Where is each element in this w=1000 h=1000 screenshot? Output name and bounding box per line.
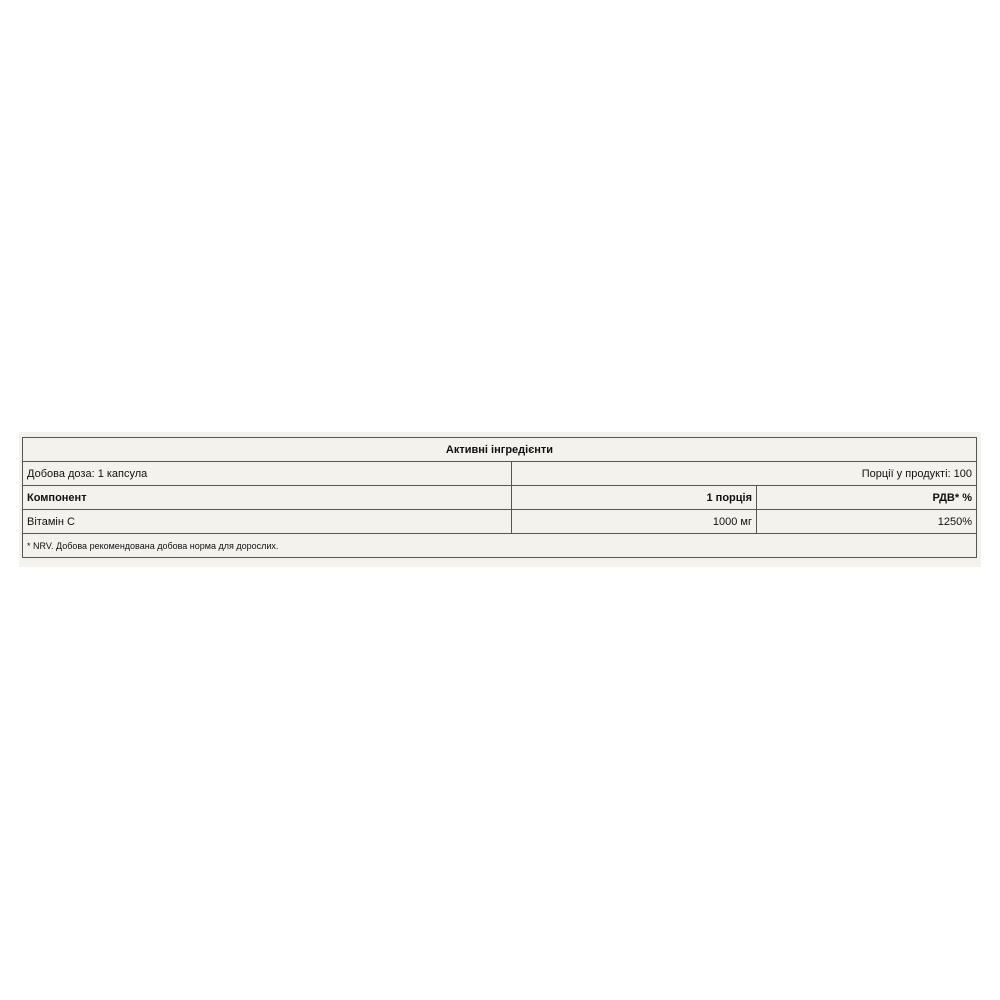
header-row — [23, 486, 977, 510]
title-row — [23, 438, 977, 462]
dose-row — [23, 462, 977, 486]
footnote-row — [23, 534, 977, 558]
header-per-serving: 1 порція — [512, 486, 757, 510]
ingredient-rdv: 1250% — [757, 510, 977, 534]
daily-dose: Добова доза: 1 капсула — [23, 462, 512, 486]
ingredient-amount: 1000 мг — [512, 510, 757, 534]
servings-per-container: Порції у продукті: 100 — [512, 462, 977, 486]
ingredient-name: Вітамін C — [23, 510, 512, 534]
table-title: Активні інгредієнти — [23, 438, 977, 462]
supplement-facts-panel — [19, 432, 981, 567]
header-rdv: РДВ* % — [757, 486, 977, 510]
supplement-facts-table — [22, 437, 977, 558]
header-component: Компонент — [23, 486, 512, 510]
footnote: * NRV. Добова рекомендована добова норма для дорослих. — [23, 534, 977, 558]
table-row — [23, 510, 977, 534]
